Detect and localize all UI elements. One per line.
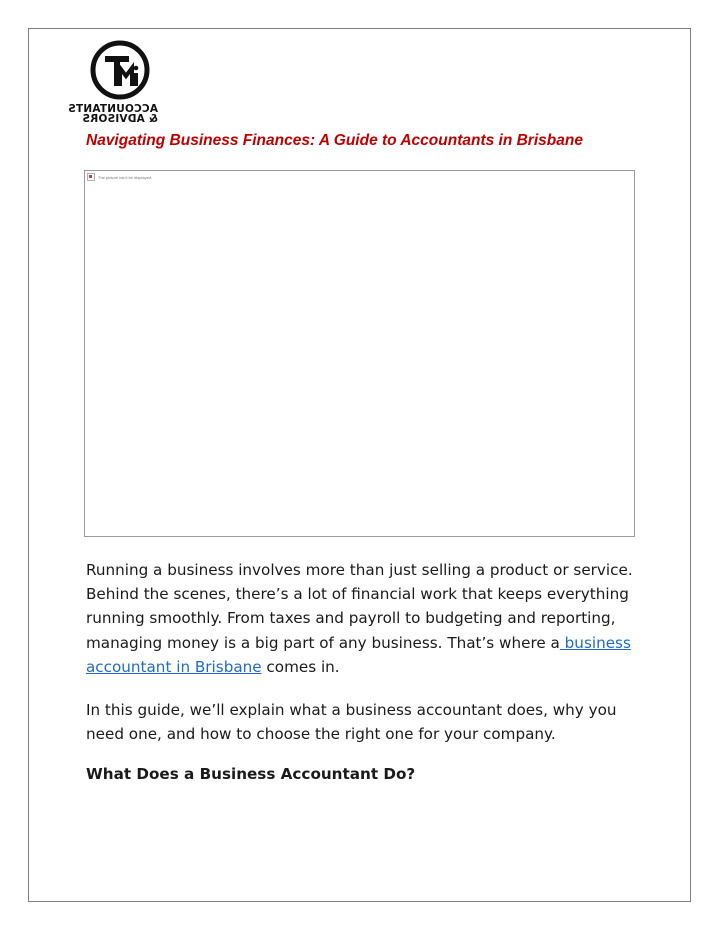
- section-heading: What Does a Business Accountant Do?: [86, 765, 416, 783]
- intro-text-end: comes in.: [261, 657, 340, 676]
- company-logo: [68, 40, 160, 136]
- logo-line-accountants: ACCOUNTANTS: [68, 103, 158, 115]
- image-placeholder: [84, 170, 635, 537]
- guide-paragraph: In this guide, we’ll explain what a business accountant does, why you need one, and how to choose the right one for your company.: [86, 701, 617, 744]
- logo-line-advisors: & ADVISORS: [82, 113, 158, 125]
- business-accountant-link[interactable]: business accountant in Brisbane: [86, 633, 631, 676]
- intro-text: Running a business involves more than just selling a product or service. Behind the scenes, there’s a lot of financial work that keeps everything running smoothly. From taxes and payroll to budgeting and reporting, managing money is a big part of any business. That’s where a: [86, 561, 633, 652]
- broken-image-indicator: [87, 173, 152, 181]
- broken-image-icon: [87, 173, 95, 181]
- tmi-logo-icon: [90, 40, 150, 100]
- intro-paragraph: [86, 558, 646, 679]
- image-alt-text: The picture can't be displayed.: [98, 174, 153, 180]
- document-title: Navigating Business Finances: A Guide to Accountants in Brisbane: [86, 132, 583, 149]
